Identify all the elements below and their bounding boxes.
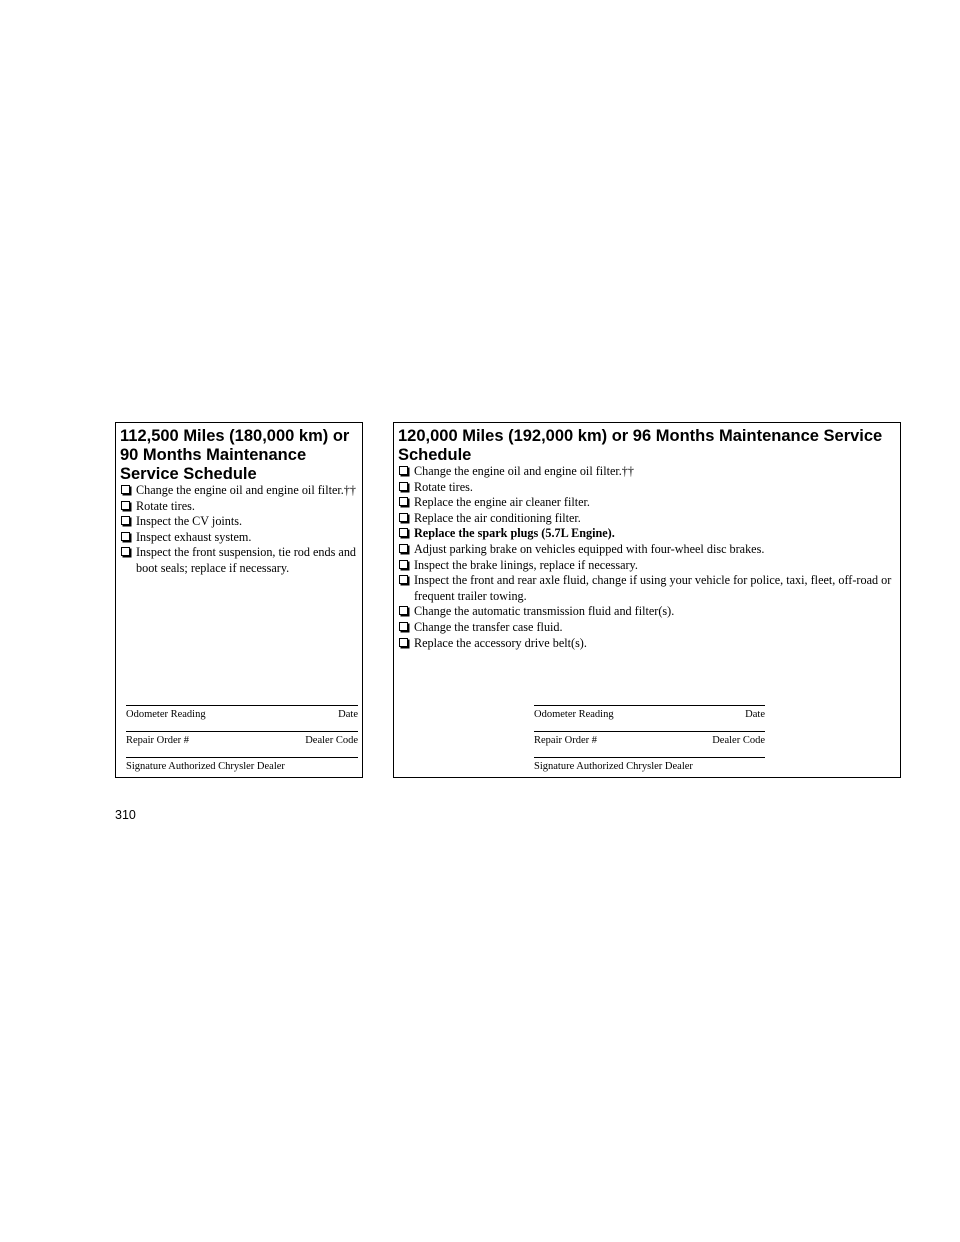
task-item: Replace the engine air cleaner filter. bbox=[399, 495, 896, 511]
date-label: Date bbox=[338, 709, 358, 720]
odometer-label: Odometer Reading bbox=[534, 709, 614, 720]
signature-block bbox=[534, 705, 765, 783]
checkbox-icon[interactable] bbox=[121, 516, 130, 525]
task-item: Replace the spark plugs (5.7L Engine). bbox=[399, 526, 896, 542]
checkbox-icon[interactable] bbox=[399, 497, 408, 506]
task-item: Rotate tires. bbox=[399, 480, 896, 496]
task-item: Change the transfer case fluid. bbox=[399, 620, 896, 636]
task-item: Inspect the front suspension, tie rod ends and boot seals; replace if necessary. bbox=[121, 545, 358, 576]
checkbox-icon[interactable] bbox=[121, 485, 130, 494]
checkbox-icon[interactable] bbox=[399, 606, 408, 615]
task-list bbox=[121, 483, 358, 577]
task-item: Adjust parking brake on vehicles equipped with four-wheel disc brakes. bbox=[399, 542, 896, 558]
checkbox-icon[interactable] bbox=[399, 638, 408, 647]
signature-label: Signature Authorized Chrysler Dealer bbox=[534, 761, 693, 772]
card-title: 120,000 Miles (192,000 km) or 96 Months Maintenance Service Schedule bbox=[398, 427, 883, 464]
task-item: Inspect the brake linings, replace if necessary. bbox=[399, 558, 896, 574]
checkbox-icon[interactable] bbox=[399, 482, 408, 491]
checkbox-icon[interactable] bbox=[399, 466, 408, 475]
checkbox-icon[interactable] bbox=[399, 528, 408, 537]
card-title: 112,500 Miles (180,000 km) or 90 Months Maintenance Service Schedule bbox=[120, 427, 350, 483]
checkbox-icon[interactable] bbox=[399, 622, 408, 631]
task-item: Change the engine oil and engine oil filter.†† bbox=[121, 483, 358, 499]
repair-order-label: Repair Order # bbox=[126, 735, 189, 746]
task-item: Inspect the CV joints. bbox=[121, 514, 358, 530]
checkbox-icon[interactable] bbox=[121, 501, 130, 510]
task-item: Replace the accessory drive belt(s). bbox=[399, 636, 896, 652]
checkbox-icon[interactable] bbox=[399, 513, 408, 522]
repair-order-label: Repair Order # bbox=[534, 735, 597, 746]
page-number: 310 bbox=[115, 808, 136, 822]
task-item: Inspect the front and rear axle fluid, change if using your vehicle for police, taxi, fleet, off-road or frequent trailer towing. bbox=[399, 573, 896, 604]
dealer-code-label: Dealer Code bbox=[712, 735, 765, 746]
maintenance-card-112500 bbox=[115, 422, 363, 778]
task-item: Replace the air conditioning filter. bbox=[399, 511, 896, 527]
checkbox-icon[interactable] bbox=[121, 547, 130, 556]
task-item: Change the engine oil and engine oil filter.†† bbox=[399, 464, 896, 480]
maintenance-card-120000 bbox=[393, 422, 901, 778]
odometer-label: Odometer Reading bbox=[126, 709, 206, 720]
date-label: Date bbox=[745, 709, 765, 720]
task-item: Rotate tires. bbox=[121, 499, 358, 515]
dealer-code-label: Dealer Code bbox=[305, 735, 358, 746]
task-item: Change the automatic transmission fluid and filter(s). bbox=[399, 604, 896, 620]
signature-label: Signature Authorized Chrysler Dealer bbox=[126, 761, 285, 772]
checkbox-icon[interactable] bbox=[121, 532, 130, 541]
task-item: Inspect exhaust system. bbox=[121, 530, 358, 546]
task-list bbox=[399, 464, 896, 651]
signature-block bbox=[126, 705, 358, 783]
checkbox-icon[interactable] bbox=[399, 544, 408, 553]
checkbox-icon[interactable] bbox=[399, 560, 408, 569]
checkbox-icon[interactable] bbox=[399, 575, 408, 584]
